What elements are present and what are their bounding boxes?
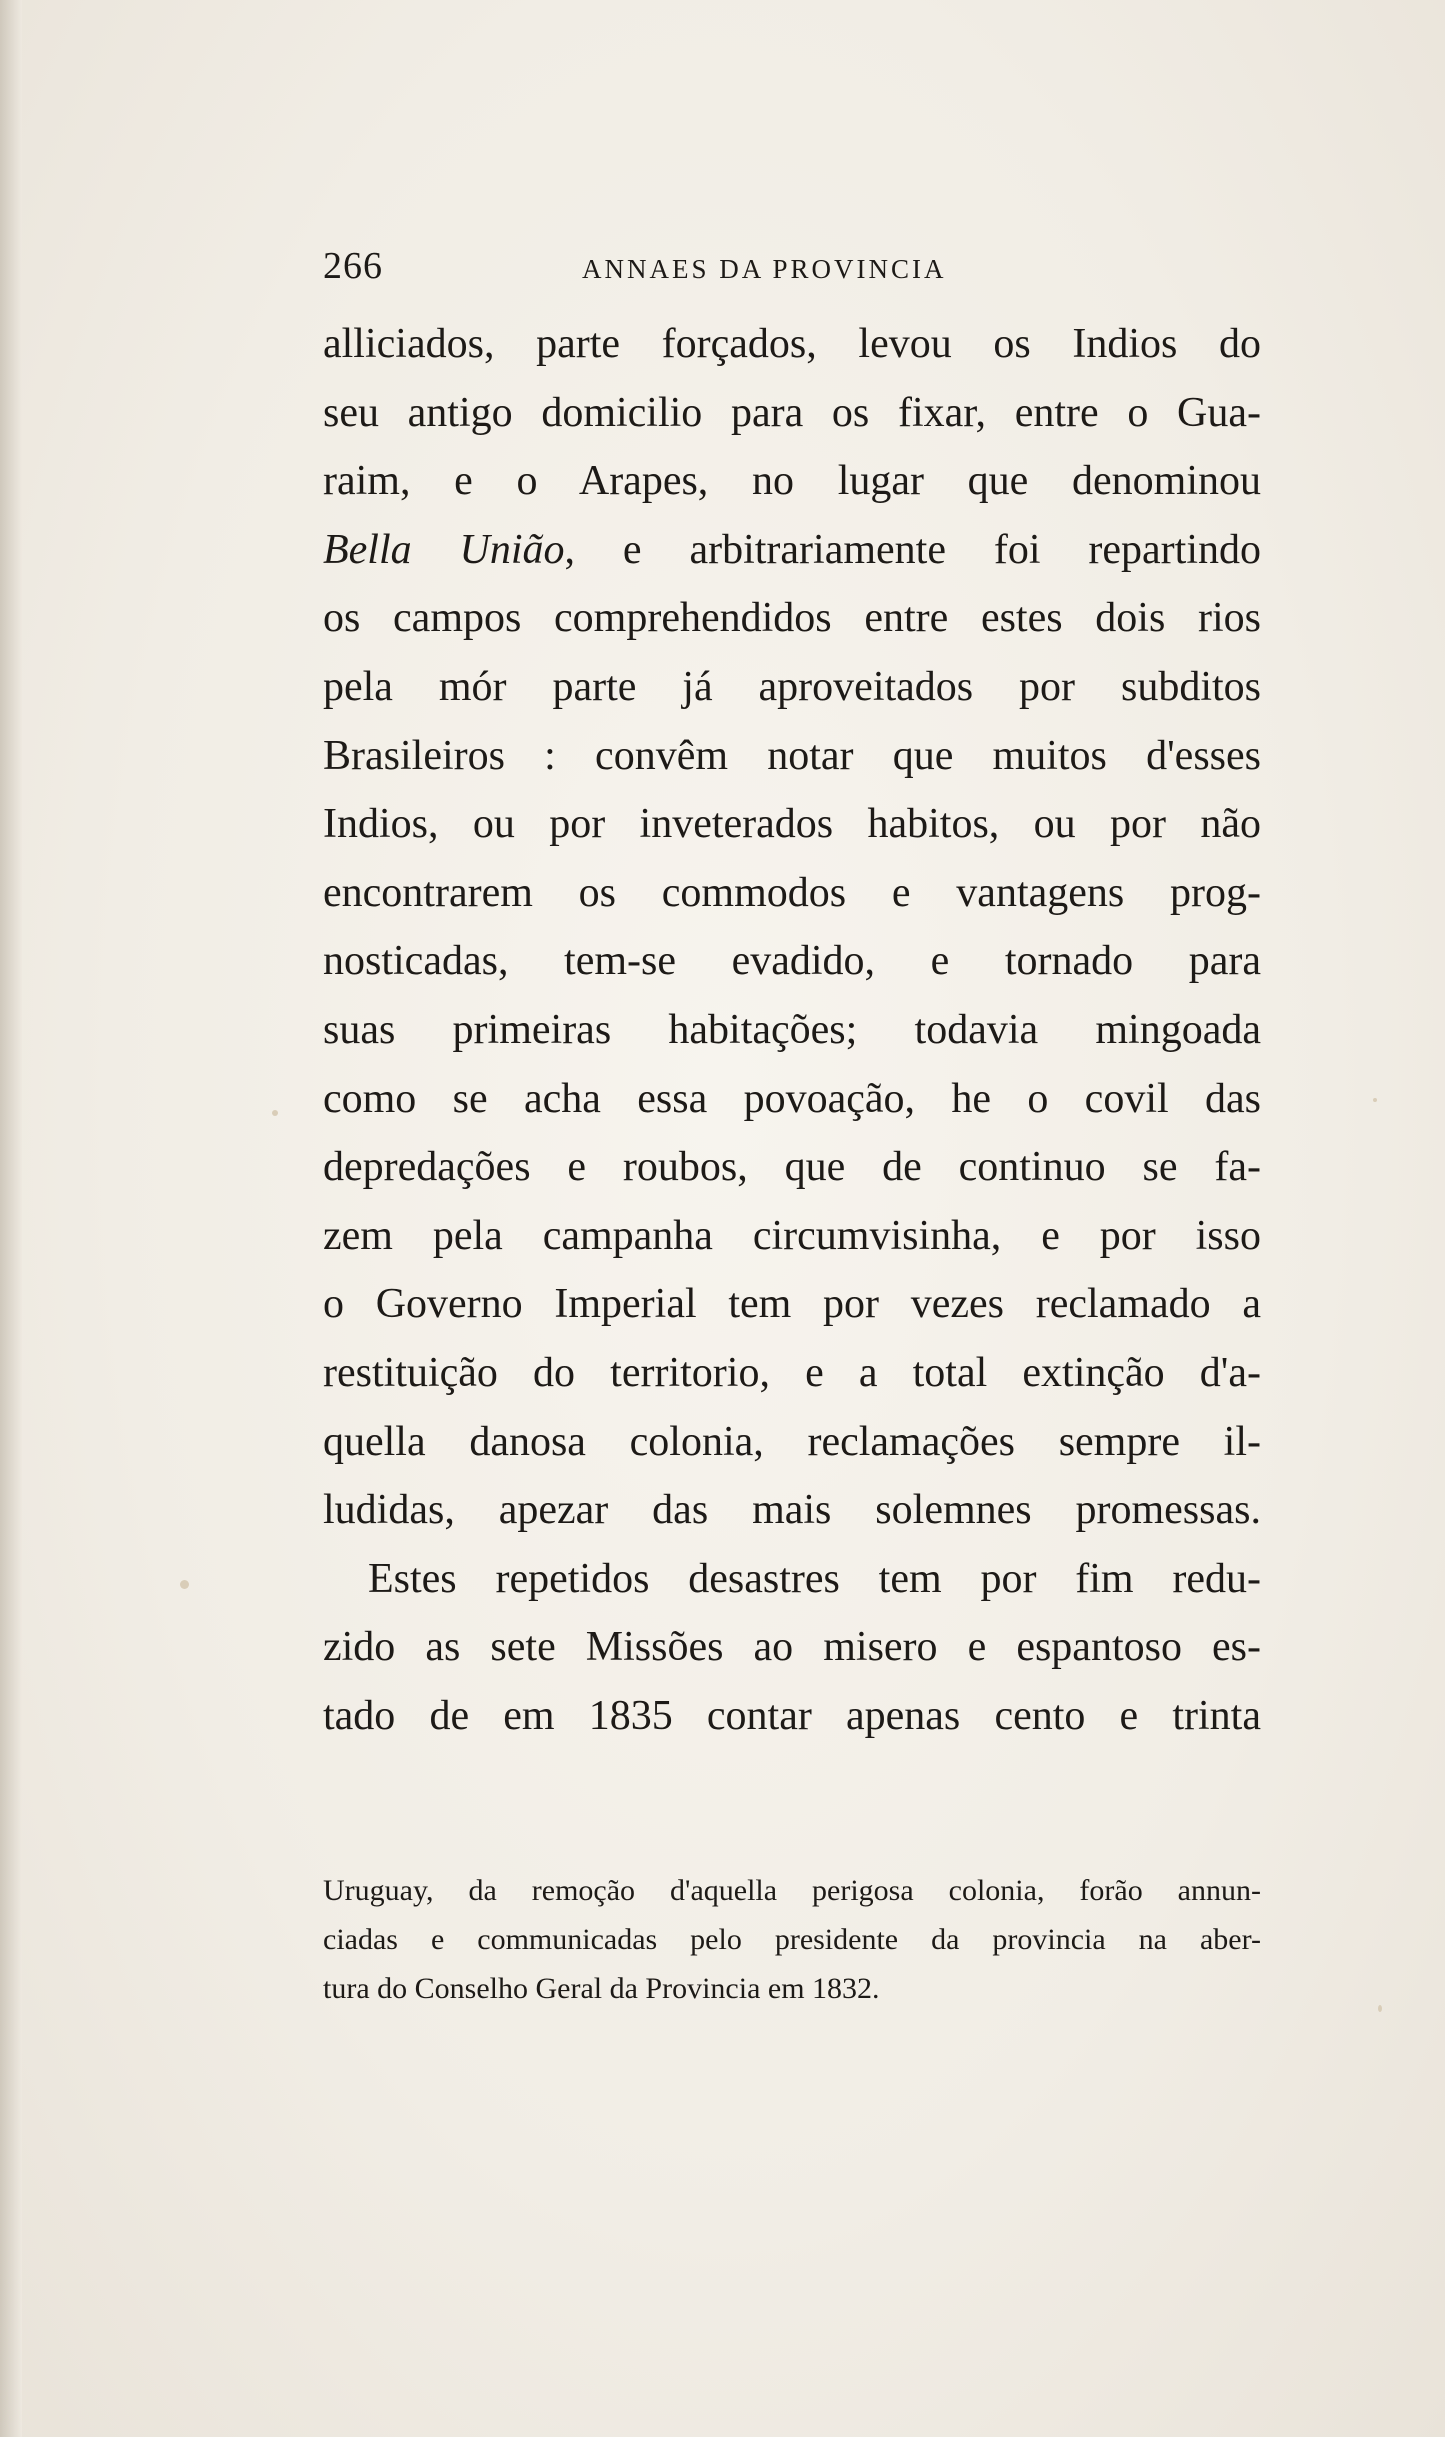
footnote-line: tura do Conselho Geral da Provincia em 1832.: [323, 1972, 880, 2005]
text-line: raim, e o Arapes, no lugar que denominou: [323, 458, 1261, 505]
paragraph-start-line: Estes repetidos desastres tem por fim redu-: [368, 1555, 1261, 1602]
footnote-line: Uruguay, da remoção d'aquella perigosa colonia, forão annun-: [323, 1874, 1261, 1907]
text-line: Brasileiros : convêm notar que muitos d'esses: [323, 732, 1261, 779]
paper-speck: [1378, 2005, 1382, 2012]
text-line: como se acha essa povoação, he o covil das: [323, 1075, 1261, 1122]
text-line: restituição do territorio, e a total extinção d'a-: [323, 1349, 1261, 1396]
text-line: tado de em 1835 contar apenas cento e trinta: [323, 1692, 1261, 1739]
paper-speck: [1373, 1098, 1377, 1102]
running-title: ANNAES DA PROVINCIA: [582, 254, 947, 284]
text-line-rest: , e arbitrariamente foi repartindo: [564, 526, 1261, 573]
text-line: zem pela campanha circumvisinha, e por isso: [323, 1212, 1261, 1259]
italic-place-name: Bella União: [323, 526, 565, 573]
text-line: seu antigo domicilio para os fixar, entre o Gua-: [323, 389, 1261, 436]
paper-speck: [180, 1580, 189, 1589]
text-line: depredações e roubos, que de continuo se fa-: [323, 1144, 1261, 1191]
text-line: encontrarem os commodos e vantagens prog-: [323, 869, 1261, 916]
page-header: [323, 238, 1263, 298]
text-line: suas primeiras habitações; todavia mingoada: [323, 1006, 1261, 1053]
text-line: [323, 516, 1261, 585]
text-line: ludidas, apezar das mais solemnes promessas.: [323, 1487, 1261, 1534]
text-line: pela mór parte já aproveitados por subditos: [323, 663, 1261, 710]
paper-speck: [272, 1110, 278, 1116]
text-line: nosticadas, tem-se evadido, e tornado para: [323, 938, 1261, 985]
body-text: [323, 310, 1261, 1750]
footnote-line: ciadas e communicadas pelo presidente da provincia na aber-: [323, 1923, 1261, 1956]
footnote: [323, 1866, 1261, 2013]
spine-shadow: [0, 0, 22, 2437]
text-line: quella danosa colonia, reclamações sempre il-: [323, 1418, 1261, 1465]
text-line: Indios, ou por inveterados habitos, ou por não: [323, 801, 1261, 848]
text-line: os campos comprehendidos entre estes dois rios: [323, 595, 1261, 642]
text-line: o Governo Imperial tem por vezes reclamado a: [323, 1281, 1261, 1328]
text-line: alliciados, parte forçados, levou os Indios do: [323, 321, 1261, 367]
text-line: zido as sete Missões ao misero e espantoso es-: [323, 1624, 1261, 1671]
page-number: 266: [323, 245, 383, 287]
